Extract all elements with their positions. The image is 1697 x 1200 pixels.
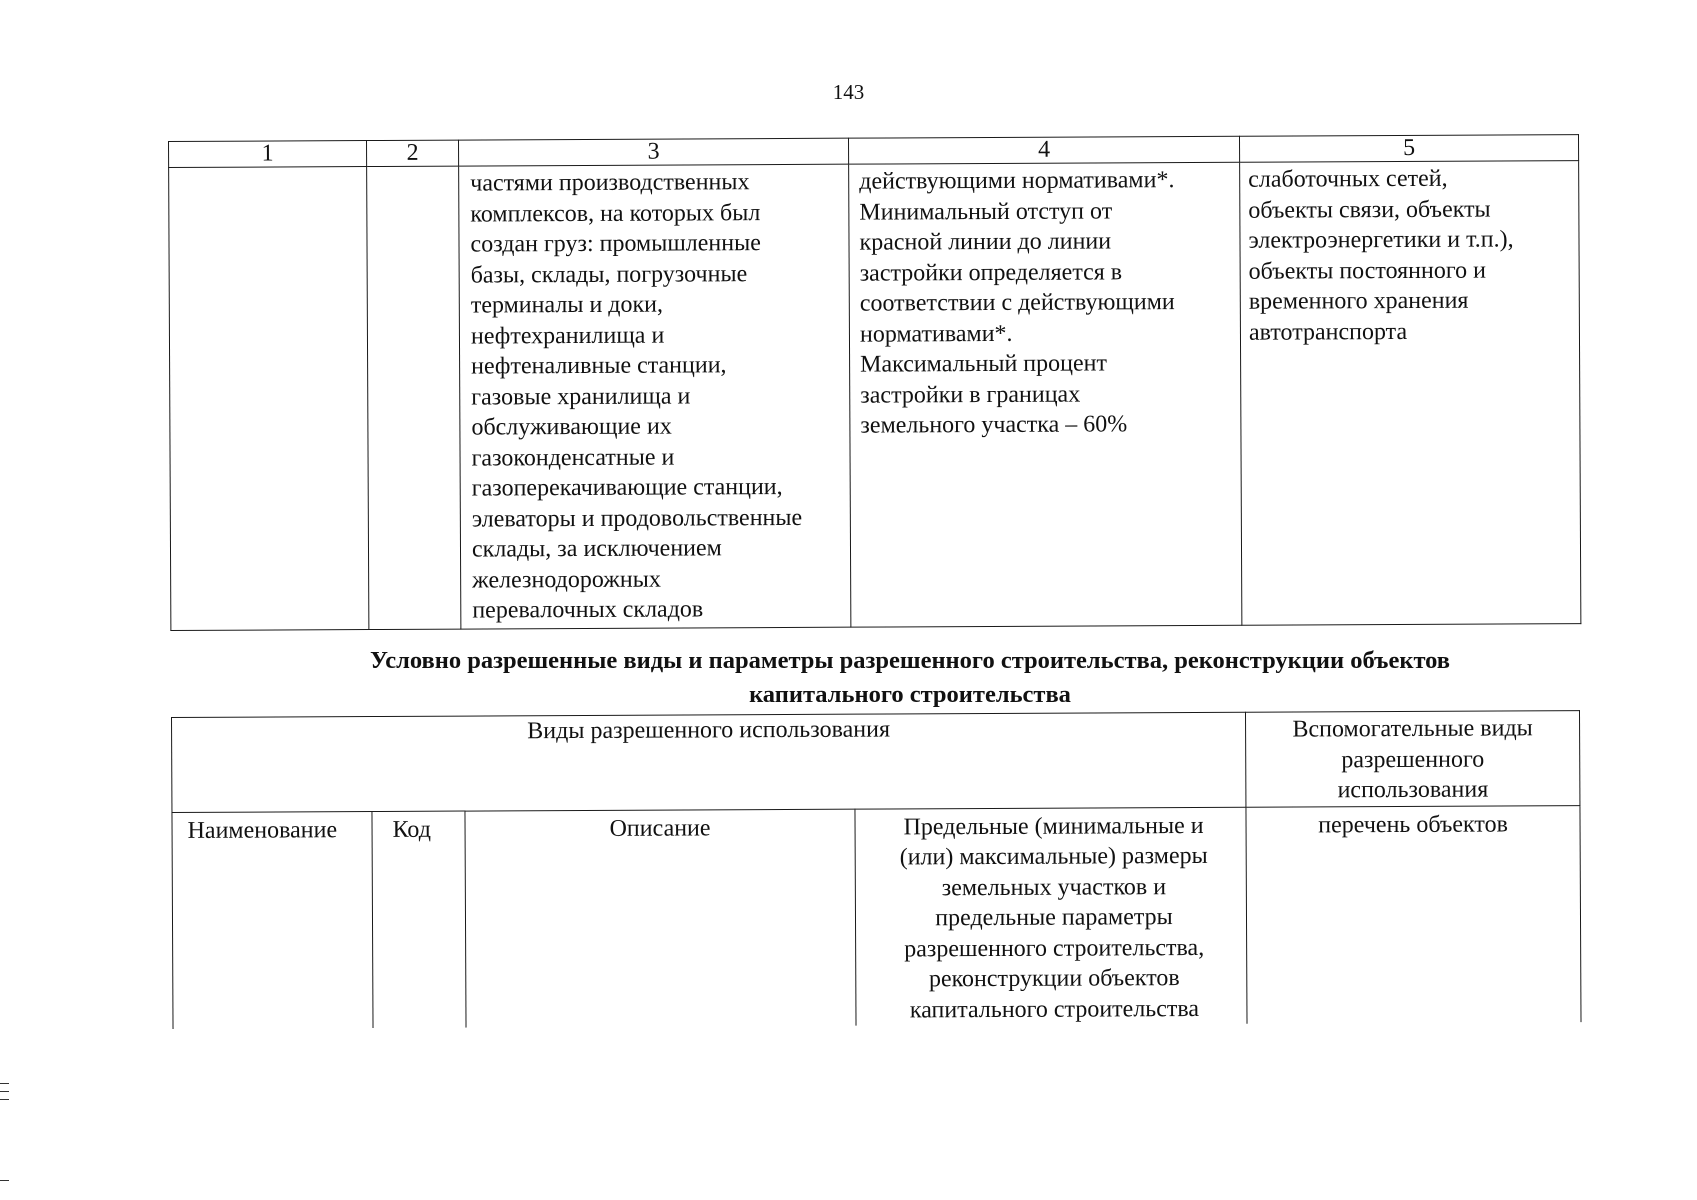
header-row-2 [172,805,1581,1029]
limits-line: застройки определяется в [859,258,1123,287]
description-line: перевалочных складов [472,596,704,624]
column-number-1: 1 [169,141,367,168]
header-name: Наименование [172,811,373,1029]
scan-margin-mark [0,1091,9,1092]
column-number-5: 5 [1239,135,1578,163]
description-line: газоконденсатные и [471,444,675,472]
conditional-uses-table-header [171,710,1582,1029]
auxiliary-header-line: использования [1337,776,1489,804]
header-limits-line: предельные параметры [935,904,1173,932]
cell-description [459,164,851,629]
section-title-line-1: Условно разрешенные виды и параметры разрешенного строительства, реконструкции объектов [369,647,1451,674]
header-limits-line: Предельные (минимальные и [903,812,1204,840]
section-title [0,644,1697,712]
limits-line: нормативами*. [859,320,1013,348]
description-line: газовые хранилища и [471,382,691,411]
header-objects-list: перечень объектов [1246,805,1581,1024]
scan-margin-mark [0,1099,9,1100]
description-line: газоперекачивающие станции, [471,474,783,502]
limits-line: застройки в границах [860,381,1081,409]
auxiliary-line: временного хранения [1248,287,1469,315]
scan-margin-mark [0,1180,9,1181]
description-line: создан груз: промышленные [470,230,761,258]
header-limits-line: реконструкции объектов [928,965,1180,993]
header-limits-line: земельных участков и [941,873,1167,901]
auxiliary-line: объекты связи, объекты [1248,196,1491,224]
description-line: нефтеналивные станции, [471,352,727,380]
auxiliary-header-line: разрешенного [1341,746,1485,773]
table-row [169,161,1581,631]
limits-line: действующими нормативами*. [859,167,1175,195]
limits-line: соответствии с действующими [859,289,1175,317]
scan-margin-mark [0,1083,9,1084]
header-row-1 [172,711,1580,812]
auxiliary-header-line: Вспомогательные виды [1292,715,1533,743]
auxiliary-line: автотранспорта [1248,318,1408,346]
section-title-line-2: капитального строительства [749,681,1071,708]
page-number: 143 [832,80,865,104]
description-line: терминалы и доки, [470,291,664,319]
auxiliary-line: слаботочных сетей, [1248,165,1448,193]
auxiliary-line: электроэнергетики и т.п.), [1248,226,1514,254]
permitted-uses-table-continuation [168,134,1581,631]
header-limits-line: разрешенного строительства, [904,934,1205,962]
description-line: элеваторы и продовольственные [471,504,803,533]
column-number-2: 2 [367,140,459,166]
description-line: базы, склады, погрузочные [470,260,748,289]
column-number-3: 3 [458,138,848,166]
limits-line: красной линии до линии [859,228,1112,256]
header-code: Код [372,811,466,1028]
description-line: железнодорожных [472,566,661,594]
header-limits-line: (или) максимальные) размеры [899,842,1208,871]
description-line: комплексов, на которых был [470,199,761,228]
cell-limits [849,162,1242,627]
header-limits-line: капитального строительства [909,995,1200,1023]
auxiliary-views-header [1246,711,1580,807]
header-limits [855,807,1247,1026]
auxiliary-line: объекты постоянного и [1248,257,1486,285]
description-line: нефтехранилища и [470,322,665,350]
limits-line: Минимальный отступ от [859,197,1113,226]
limits-line: Максимальный процент [860,350,1108,378]
column-number-4: 4 [848,136,1239,164]
cell-name [169,167,369,631]
views-header: Виды разрешенного использования [172,712,1246,812]
description-line: обслуживающие их [471,413,672,441]
header-description: Описание [465,809,856,1028]
description-line: склады, за исключением [471,535,722,563]
cell-code [367,166,461,629]
cell-auxiliary-objects [1240,161,1581,626]
limits-line: земельного участка – 60% [860,411,1128,439]
description-line: частями производственных [470,169,750,197]
